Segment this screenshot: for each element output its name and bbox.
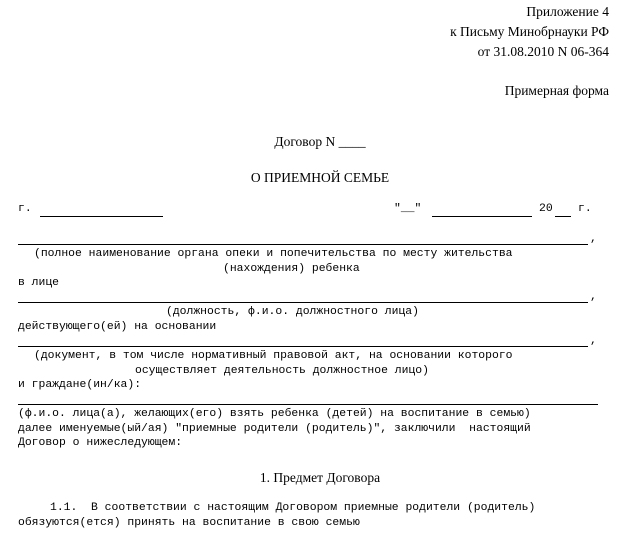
- section1-paragraph-line2: обязуются(ется) принять на воспитание в свою семью: [18, 517, 360, 529]
- in-person-label: в лице: [18, 277, 60, 289]
- day-quote: "__": [394, 203, 422, 215]
- acting-basis-label: действующего(ей) на основании: [18, 321, 217, 333]
- document-comma: ,: [590, 335, 597, 347]
- contract-number-title: Договор N ____: [274, 134, 366, 149]
- letter-date-number: от 31.08.2010 N 06-364: [477, 44, 609, 59]
- document-caption-line2: осуществляет деятельность должностное лицо): [135, 365, 429, 377]
- persons-caption: (ф.и.о. лица(а), желающих(его) взять ребенка (детей) на воспитание в семью): [18, 408, 531, 420]
- city-prefix: г.: [18, 203, 32, 215]
- year-prefix: 20: [539, 203, 553, 215]
- year-suffix: г.: [578, 203, 592, 215]
- month-blank-line: [432, 216, 532, 217]
- authority-caption-line1: (полное наименование органа опеки и попечительства по месту жительства: [34, 248, 513, 260]
- city-blank-line: [40, 216, 163, 217]
- appendix-label: Приложение 4: [526, 4, 609, 19]
- contract-subject-title: О ПРИЕМНОЙ СЕМЬЕ: [250, 170, 390, 185]
- agreement-text: Договор о нижеследующем:: [18, 437, 183, 449]
- year-blank-line: [555, 216, 571, 217]
- document-caption-line1: (документ, в том числе нормативный правовой акт, на основании которого: [34, 350, 513, 362]
- section1-heading: 1. Предмет Договора: [259, 470, 381, 485]
- persons-blank-line: [18, 404, 598, 405]
- letter-reference: к Письму Минобрнауки РФ: [450, 24, 609, 39]
- authority-caption-line2: (нахождения) ребенка: [223, 263, 360, 275]
- form-type-label: Примерная форма: [504, 83, 609, 98]
- hereinafter-text: далее именуемые(ый/ая) "приемные родители (родитель)", заключили настоящий: [18, 423, 531, 435]
- document-blank-line: [18, 346, 588, 347]
- citizens-label: и граждане(ин/ка):: [18, 379, 142, 391]
- official-caption: (должность, ф.и.о. должностного лица): [166, 306, 419, 318]
- authority-blank-line: [18, 244, 588, 245]
- authority-comma: ,: [590, 233, 597, 245]
- official-blank-line: [18, 302, 588, 303]
- official-comma: ,: [590, 291, 597, 303]
- section1-paragraph-line1: 1.1. В соответствии с настоящим Договором приемные родители (родитель): [50, 502, 536, 514]
